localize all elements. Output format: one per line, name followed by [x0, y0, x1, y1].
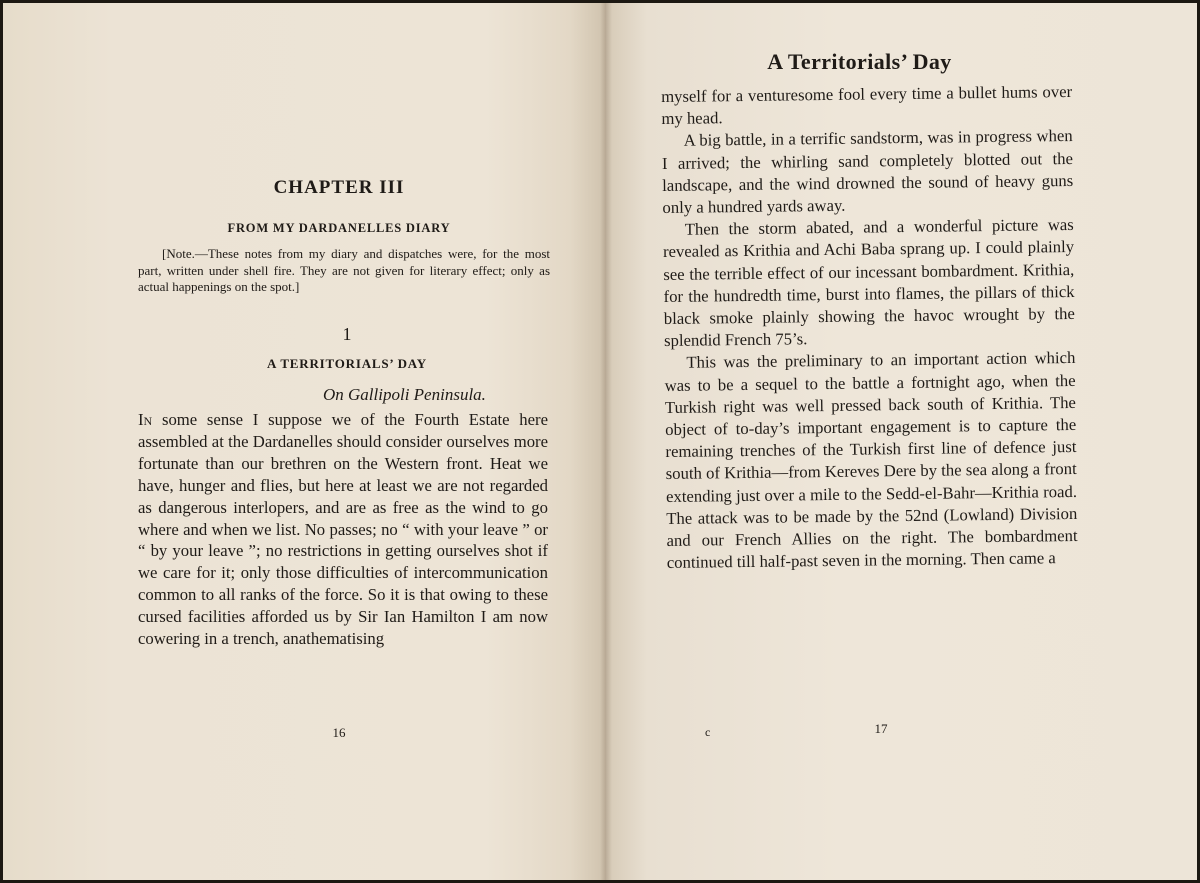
paragraph: A big battle, in a terrific sandstorm, was in progress when I arrived; the whirling sand completely blotted out the landscape, and the wind drowned the sound of heavy guns only a hundred yards away. [661, 126, 1074, 218]
section-number: 1 [342, 324, 352, 344]
book-gutter [600, 3, 612, 880]
paragraph: myself for a venturesome fool every time a bullet hums over my head. [661, 81, 1073, 129]
left-body-text [138, 409, 548, 650]
editorial-note: [Note.—These notes from my diary and dispatches were, for the most part, written under shell fire. They are not given for literary effect; only as actual happenings on the spot.] [138, 246, 550, 294]
book-spread [3, 3, 1197, 880]
opening-small-caps: In [138, 410, 153, 429]
right-page-number: 17 [874, 721, 888, 736]
right-body-text [661, 81, 1078, 574]
chapter-title: CHAPTER III [273, 177, 405, 198]
paragraph: This was the preliminary to an important action which was to be a sequel to the battle a fortnight ago, when the Turkish right was well pressed back south of Krithia. The object of to-day’s important engagement is to capture the remaining trenches of the Turkish first line of defence just south of Krithia—from Kereves Dere by the sea along a front extending just over a mile to the Sedd-el-Bahr—Krithia road. The attack was to be made by the 52nd (Lowland) Division and our French Allies on the right. The bombardment continued till half-past seven in the morning. Then came a [664, 348, 1078, 573]
section-title: FROM MY DARDANELLES DIARY [227, 221, 451, 235]
dateline: On Gallipoli Peninsula. [323, 385, 486, 404]
paragraph: Then the storm abated, and a wonderful picture was revealed as Krithia and Achi Baba sprang up. I could plainly see the terrible effect of our incessant bombardment. Krithia, for the hundredth time, burst into flames, the pillars of thick black smoke plainly showing the havoc wrought by the splendid French 75’s. [662, 215, 1075, 351]
section-subtitle: A TERRITORIALS’ DAY [267, 356, 427, 371]
running-head: A Territorials’ Day [767, 49, 952, 74]
left-body-content: some sense I suppose we of the Fourth Estate here assembled at the Dardanelles should consider ourselves more fortunate than our brethren on the Western front. Heat we have, hunger and flies, but here at least we are not regarded as dangerous interlopers, and are as free as the wind to go where and when we list. No passes; no “ with your leave ” or “ by your leave ”; no restrictions in getting ourselves shot if we care for it; only those difficulties of intercommunication common to all ranks of the force. So it is that owing to these cursed facilities afforded us by Sir Ian Hamilton I am now cowering in a trench, anathematising [138, 410, 548, 649]
left-page-number: 16 [332, 725, 346, 740]
signature-mark: c [705, 725, 711, 739]
